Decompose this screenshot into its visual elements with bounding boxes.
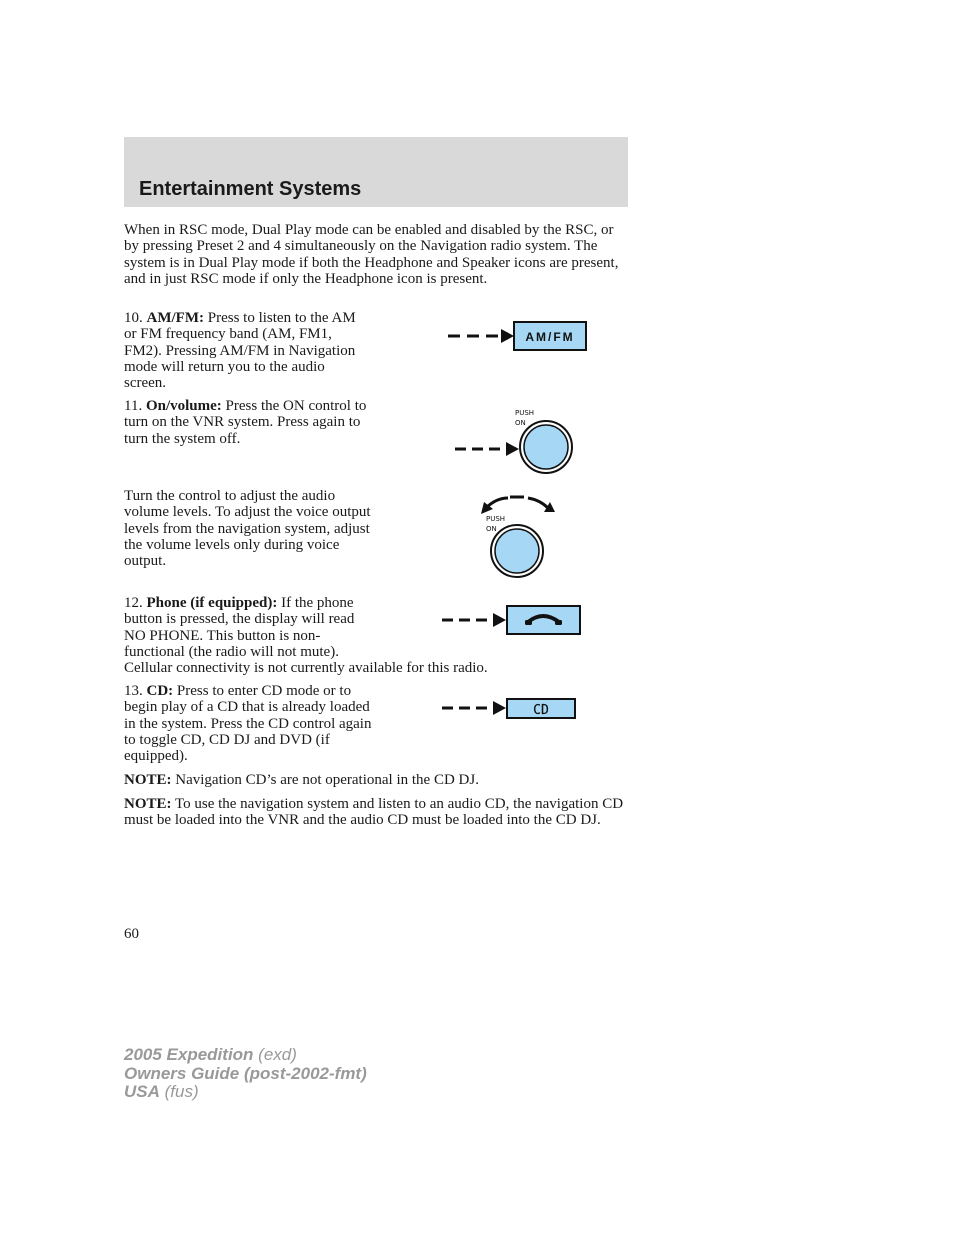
item-text: Press to enter CD mode or to begin play of a CD that is already loaded in the system. Press the CD control again to toggle CD, CD DJ and DVD (if equipped). (124, 683, 372, 765)
footer-line-1: 2005 Expedition (exd) (124, 1045, 297, 1064)
note-text: To use the navigation system and listen to an audio CD, the navigation CD must be loaded into the VNR and the audio CD must be loaded into the CD DJ. (124, 796, 624, 829)
phone-figure (440, 604, 582, 636)
intro-paragraph: When in RSC mode, Dual Play mode can be enabled and disabled by the RSC, or by pressing Preset 2 and 4 simultaneously on the Navigation radio system. The system is in Dual Play mode if both the Headphone and Speaker icons are present, and in just RSC mode if only the Headphone icon is present. (124, 222, 619, 287)
item-text: Press the ON control to turn on the VNR system. Press again to turn the system off. (124, 398, 367, 447)
dashed-arrow-icon (442, 701, 506, 715)
cd-button-label: CD (533, 703, 549, 718)
dashed-arrow-icon (448, 329, 514, 343)
note-2 (124, 796, 624, 829)
note-label: NOTE: (124, 772, 172, 788)
section-title: Entertainment Systems (139, 178, 362, 200)
volume-knob-figure (478, 492, 560, 580)
power-knob-figure (452, 406, 578, 476)
item-amfm (124, 310, 370, 391)
footer-line-3: USA (fus) (124, 1082, 199, 1101)
item-term: Phone (if equipped): (146, 595, 278, 611)
on-label: ON (515, 419, 526, 427)
volume-paragraph: Turn the control to adjust the audio volume levels. To adjust the voice output levels from the navigation system, adjust the volume levels only during voice output. (124, 488, 371, 570)
note-label: NOTE: (124, 796, 172, 812)
dashed-arrow-icon (442, 613, 506, 627)
dashed-arrow-icon (455, 442, 519, 456)
item-cd (124, 683, 376, 764)
volume-knob-inner (495, 529, 539, 573)
item-term: AM/FM: (146, 310, 204, 326)
item-number: 10. (124, 310, 143, 326)
on-label: ON (486, 525, 497, 533)
item-text: Press to listen to the AM or FM frequency band (AM, FM1, FM2). Pressing AM/FM in Navigation mode will return you to the audio screen. (124, 310, 356, 392)
push-label: PUSH (486, 515, 506, 523)
note-1 (124, 772, 624, 788)
note-text: Navigation CD’s are not operational in the CD DJ. (175, 772, 479, 788)
item-term: On/volume: (145, 398, 222, 414)
phone-button-shape (507, 606, 580, 634)
item-number: 12. (124, 595, 143, 611)
item-number: 13. (124, 683, 143, 699)
footer-line-2: Owners Guide (post-2002-fmt) (124, 1063, 367, 1083)
rotate-arrows-icon (481, 497, 555, 514)
cd-figure (440, 696, 580, 722)
amfm-figure (446, 318, 591, 356)
power-knob-inner (524, 425, 568, 469)
item-number: 11. (124, 398, 143, 414)
page-number: 60 (124, 926, 139, 942)
push-label: PUSH (515, 409, 535, 417)
item-term: CD: (146, 683, 174, 699)
footer (124, 1046, 367, 1102)
amfm-button-label: AM/FM (525, 330, 575, 344)
item-on-volume (124, 398, 374, 447)
item-text: If the phone button is pressed, the display will read NO PHONE. This button is non-functional (the radio will not mute). Cellular connectivity is not currently available for this radio. (124, 595, 488, 677)
